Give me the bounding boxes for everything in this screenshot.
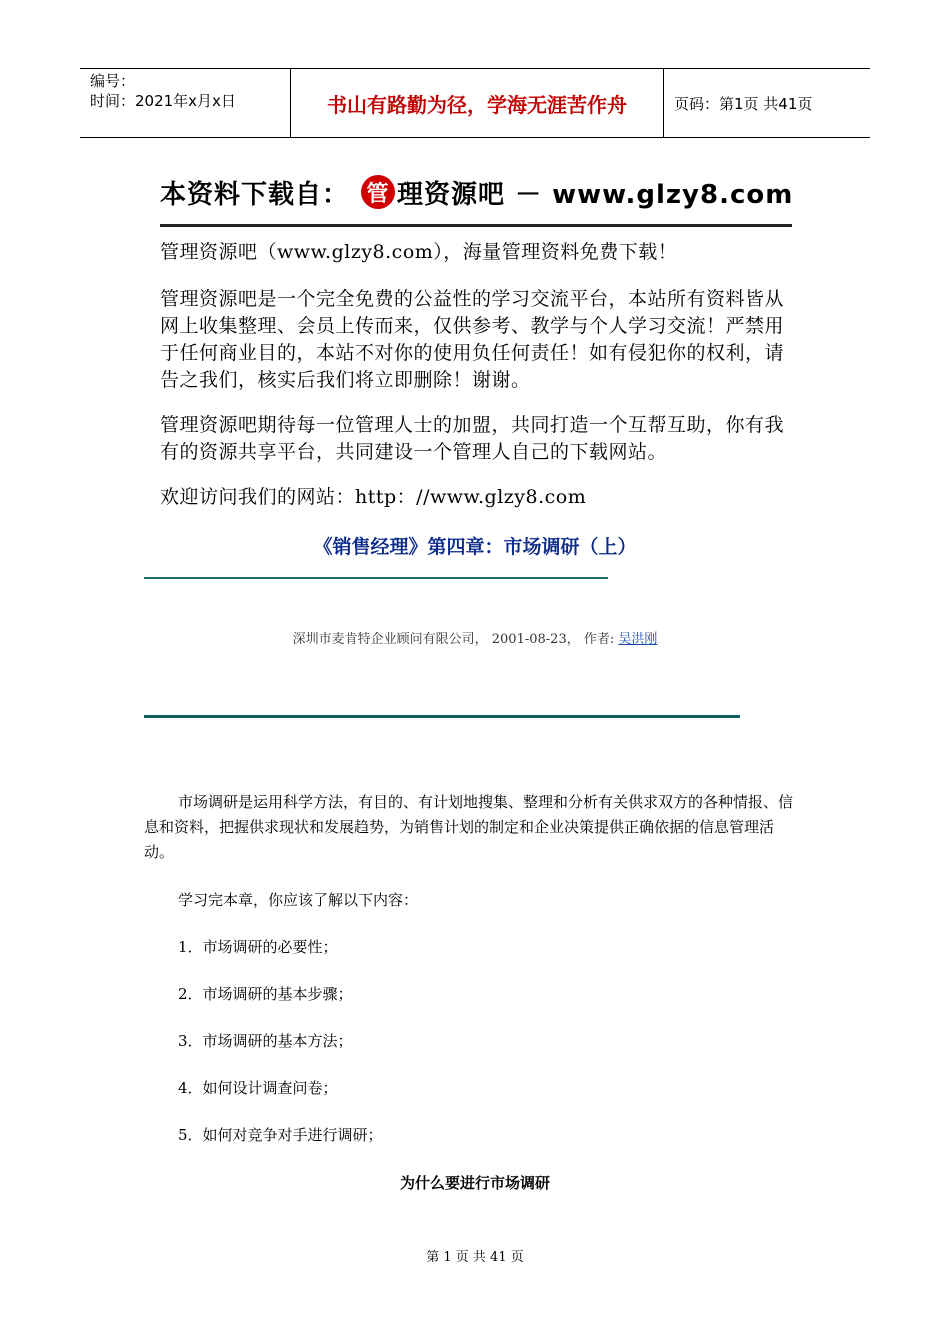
date-label: 时间：2021年x月x日 bbox=[90, 92, 236, 110]
list-item: 4．如何设计调查问卷； bbox=[178, 1079, 338, 1097]
banner-paragraph-2: 管理资源吧是一个完全免费的公益性的学习交流平台，本站所有资料皆从网上收集整理、会员上传而来，仅供参考、教学与个人学习交流！严禁用于任何商业目的，本站不对你的使用负任何责任！如有侵犯你的权利，请告之我们，核实后我们将立即删除！谢谢。 bbox=[160, 288, 785, 391]
source-banner bbox=[160, 168, 800, 511]
title-divider bbox=[144, 577, 608, 579]
article-meta bbox=[0, 628, 950, 647]
number-label: 编号： bbox=[90, 72, 136, 90]
motto: 书山有路勤为径，学海无涯苦作舟 bbox=[291, 69, 664, 137]
banner-title bbox=[160, 168, 800, 216]
banner-paragraph-4: 欢迎访问我们的网站：http：//www.glzy8.com bbox=[160, 486, 587, 508]
document-title: 《销售经理》第四章：市场调研（上） bbox=[313, 536, 637, 558]
header-table bbox=[80, 68, 870, 138]
intro-paragraph: 市场调研是运用科学方法，有目的、有计划地搜集、整理和分析有关供求双方的各种情报、信息和资料，把握供求现状和发展趋势，为销售计划的制定和企业决策提供正确依据的信息管理活动。 bbox=[144, 793, 794, 861]
banner-title-site: 理资源吧 － www.glzy8.com bbox=[397, 179, 794, 210]
list-item: 2．市场调研的基本步骤； bbox=[178, 985, 353, 1003]
banner-paragraph-1: 管理资源吧（www.glzy8.com），海量管理资料免费下载！ bbox=[160, 241, 678, 263]
banner-paragraph-3: 管理资源吧期待每一位管理人士的加盟，共同打造一个互帮互助，你有我有的资源共享平台，共同建设一个管理人自己的下载网站。 bbox=[160, 414, 785, 463]
meta-divider bbox=[144, 715, 740, 718]
page-label: 页码：第1页 共41页 bbox=[674, 94, 813, 113]
section-heading: 为什么要进行市场调研 bbox=[399, 1174, 550, 1192]
site-logo-icon: 管 bbox=[361, 175, 395, 209]
meta-source: 深圳市麦肯特企业顾问有限公司， 2001-08-23， 作者: bbox=[292, 632, 619, 647]
banner-title-prefix: 本资料下载自： bbox=[160, 179, 350, 210]
learn-intro: 学习完本章，你应该了解以下内容： bbox=[178, 891, 419, 909]
page-footer: 第 1 页 共 41 页 bbox=[426, 1250, 524, 1265]
banner-divider bbox=[160, 224, 792, 227]
header-meta-cell bbox=[80, 69, 291, 137]
list-item: 5．如何对竞争对手进行调研； bbox=[178, 1126, 383, 1144]
list-item: 3．市场调研的基本方法； bbox=[178, 1032, 353, 1050]
author-link[interactable]: 吴洪刚 bbox=[618, 632, 658, 647]
list-item: 1．市场调研的必要性； bbox=[178, 938, 338, 956]
